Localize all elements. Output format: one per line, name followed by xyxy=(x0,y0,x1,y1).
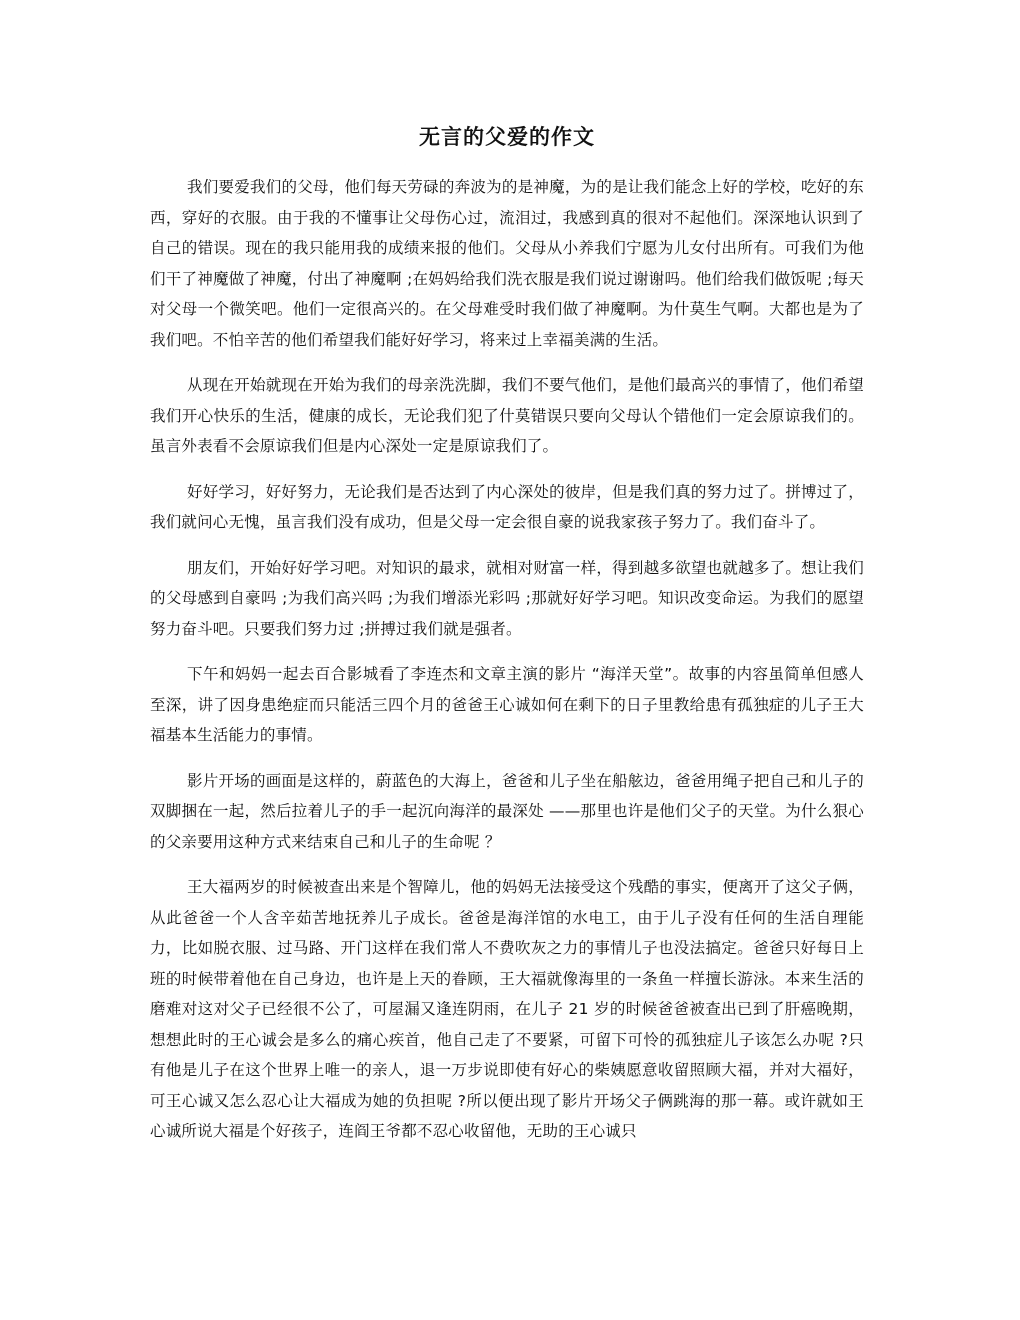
paragraph: 我们要爱我们的父母，他们每天劳碌的奔波为的是神魔，为的是让我们能念上好的学校，吃好的东西，穿好的衣服。由于我的不懂事让父母伤心过，流泪过，我感到真的很对不起他们。深深地认识到了自己的错误。现在的我只能用我的成绩来报的他们。父母从小养我们宁愿为儿女付出所有。可我们为他们干了神魔做了神魔，付出了神魔啊 ;在妈妈给我们洗衣服是我们说过谢谢吗。他们给我们做饭呢 ;每天对父母一个微笑吧。他们一定很高兴的。在父母难受时我们做了神魔啊。为什莫生气啊。大都也是为了我们吧。不怕辛苦的他们希望我们能好好学习，将来过上幸福美满的生活。 xyxy=(150,178,864,349)
paragraph: 朋友们，开始好好学习吧。对知识的最求，就相对财富一样，得到越多欲望也就越多了。想让我们的父母感到自豪吗 ;为我们高兴吗 ;为我们增添光彩吗 ;那就好好学习吧。知识改变命运。为我们的愿望努力奋斗吧。只要我们努力过 ;拼搏过我们就是强者。 xyxy=(150,558,864,638)
paragraph: 王大福两岁的时候被查出来是个智障儿，他的妈妈无法接受这个残酷的事实，便离开了这父子俩，从此爸爸一个人含辛茹苦地抚养儿子成长。爸爸是海洋馆的水电工，由于儿子没有任何的生活自理能力，比如脱衣服、过马路、开门这样在我们常人不费吹灰之力的事情儿子也没法搞定。爸爸只好每日上班的时候带着他在自己身边，也许是上天的眷顾，王大福就像海里的一条鱼一样擅长游泳。本来生活的磨难对这对父子已经很不公了，可屋漏又逢连阴雨，在儿子 21 岁的时候爸爸被查出已到了肝癌晚期，想想此时的王心诚会是多么的痛心疾首，他自己走了不要紧，可留下可怜的孤独症儿子该怎么办呢 ?只有他是儿子在这个世界上唯一的亲人，退一万步说即使有好心的柴姨愿意收留照顾大福，并对大福好，可王心诚又怎么忍心让大福成为她的负担呢 ?所以便出现了影片开场父子俩跳海的那一幕。或许就如王心诚所说大福是个好孩子，连阎王爷都不忍心收留他，无助的王心诚只 xyxy=(150,878,864,1140)
paragraph: 好好学习，好好努力，无论我们是否达到了内心深处的彼岸，但是我们真的努力过了。拼博过了，我们就问心无愧，虽言我们没有成功，但是父母一定会很自豪的说我家孩子努力了。我们奋斗了。 xyxy=(150,482,864,531)
paragraph: 从现在开始就现在开始为我们的母亲洗洗脚，我们不要气他们，是他们最高兴的事情了，他们希望我们开心快乐的生活，健康的成长，无论我们犯了什莫错误只要向父母认个错他们一定会原谅我们的。虽言外表看不会原谅我们但是内心深处一定是原谅我们了。 xyxy=(150,376,864,455)
document-title: 无言的父爱的作文 xyxy=(419,124,595,149)
paragraph: 下午和妈妈一起去百合影城看了李连杰和文章主演的影片 “海洋天堂”。故事的内容虽简单但感人至深，讲了因身患绝症而只能活三四个月的爸爸王心诚如何在剩下的日子里教给患有孤独症的儿子王大福基本生活能力的事情。 xyxy=(150,665,864,744)
document-body xyxy=(150,172,864,1162)
paragraph: 影片开场的画面是这样的，蔚蓝色的大海上，爸爸和儿子坐在船舷边，爸爸用绳子把自己和儿子的双脚捆在一起，然后拉着儿子的手一起沉向海洋的最深处 ——那里也许是他们父子的天堂。为什么狠心的父亲要用这种方式来结束自己和儿子的生命呢 ？ xyxy=(150,771,864,851)
